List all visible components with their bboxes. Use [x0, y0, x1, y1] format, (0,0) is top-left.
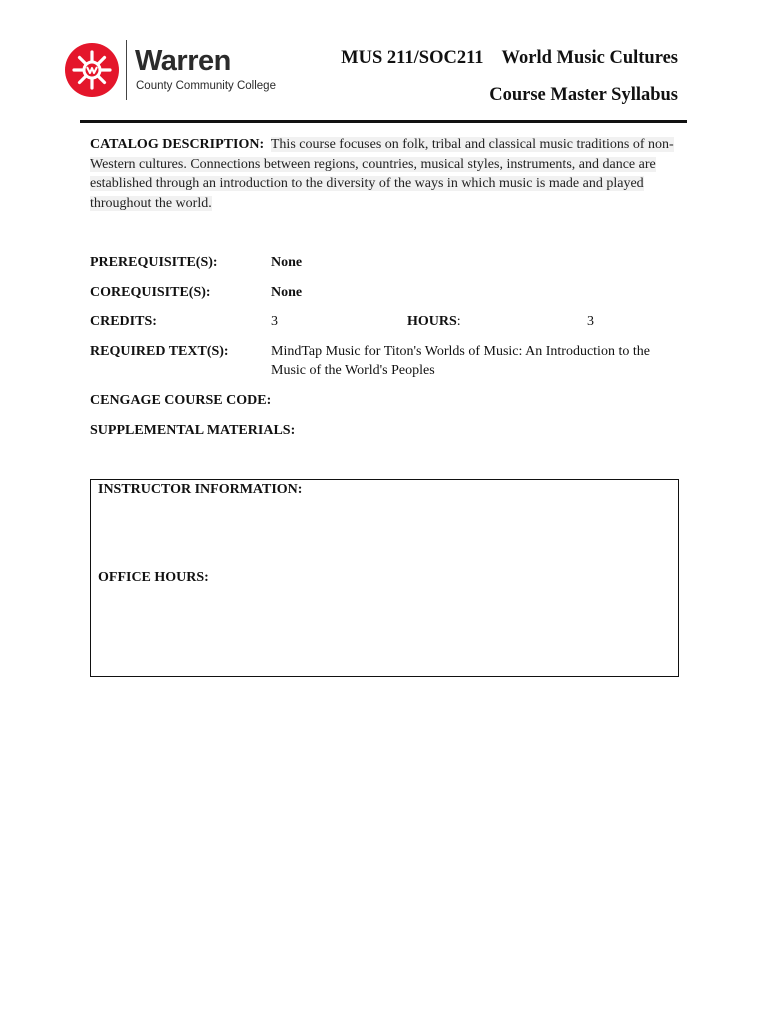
hours-colon: :	[456, 314, 461, 329]
prerequisite-label: PREREQUISITE(S):	[90, 255, 218, 270]
header-rule	[80, 120, 687, 123]
document-type: Course Master Syllabus	[489, 85, 678, 105]
credits-label: CREDITS:	[90, 314, 157, 329]
cengage-course-code-label: CENGAGE COURSE CODE:	[90, 393, 272, 408]
hours-label	[407, 312, 461, 331]
hours-label-text: HOURS	[407, 314, 457, 329]
required-text-value: MindTap Music for Titon's Worlds of Music: An Introduction to the Music of the World's Peoples	[271, 344, 650, 378]
course-heading	[341, 48, 678, 69]
course-title: World Music Cultures	[501, 48, 678, 68]
instructor-info-box	[90, 479, 679, 677]
credits-value: 3	[271, 314, 278, 329]
logo-name: Warren	[135, 45, 231, 77]
supplemental-materials-label: SUPPLEMENTAL MATERIALS:	[90, 423, 296, 438]
hours-value: 3	[587, 314, 594, 329]
catalog-text: This course focuses on folk, tribal and classical music traditions of non-Western cultures. Connections between regions, countries, musical styles, instruments, and dance are established through an introduction to the diversity of the ways in which music is made and played throughout the world.	[90, 137, 674, 211]
course-code: MUS 211/SOC211	[341, 48, 484, 68]
office-hours-label: OFFICE HOURS:	[98, 570, 209, 585]
instructor-information-label: INSTRUCTOR INFORMATION:	[98, 482, 303, 497]
catalog-description	[90, 135, 680, 213]
college-logo	[64, 38, 276, 102]
required-text-label: REQUIRED TEXT(S):	[90, 344, 229, 359]
corequisite-label: COREQUISITE(S):	[90, 285, 211, 300]
catalog-label: CATALOG DESCRIPTION:	[90, 137, 265, 152]
prerequisite-value: None	[271, 255, 303, 270]
logo-subtitle: County Community College	[136, 80, 276, 92]
corequisite-value: None	[271, 285, 303, 300]
college-emblem-icon	[64, 42, 120, 98]
logo-divider	[126, 40, 127, 100]
